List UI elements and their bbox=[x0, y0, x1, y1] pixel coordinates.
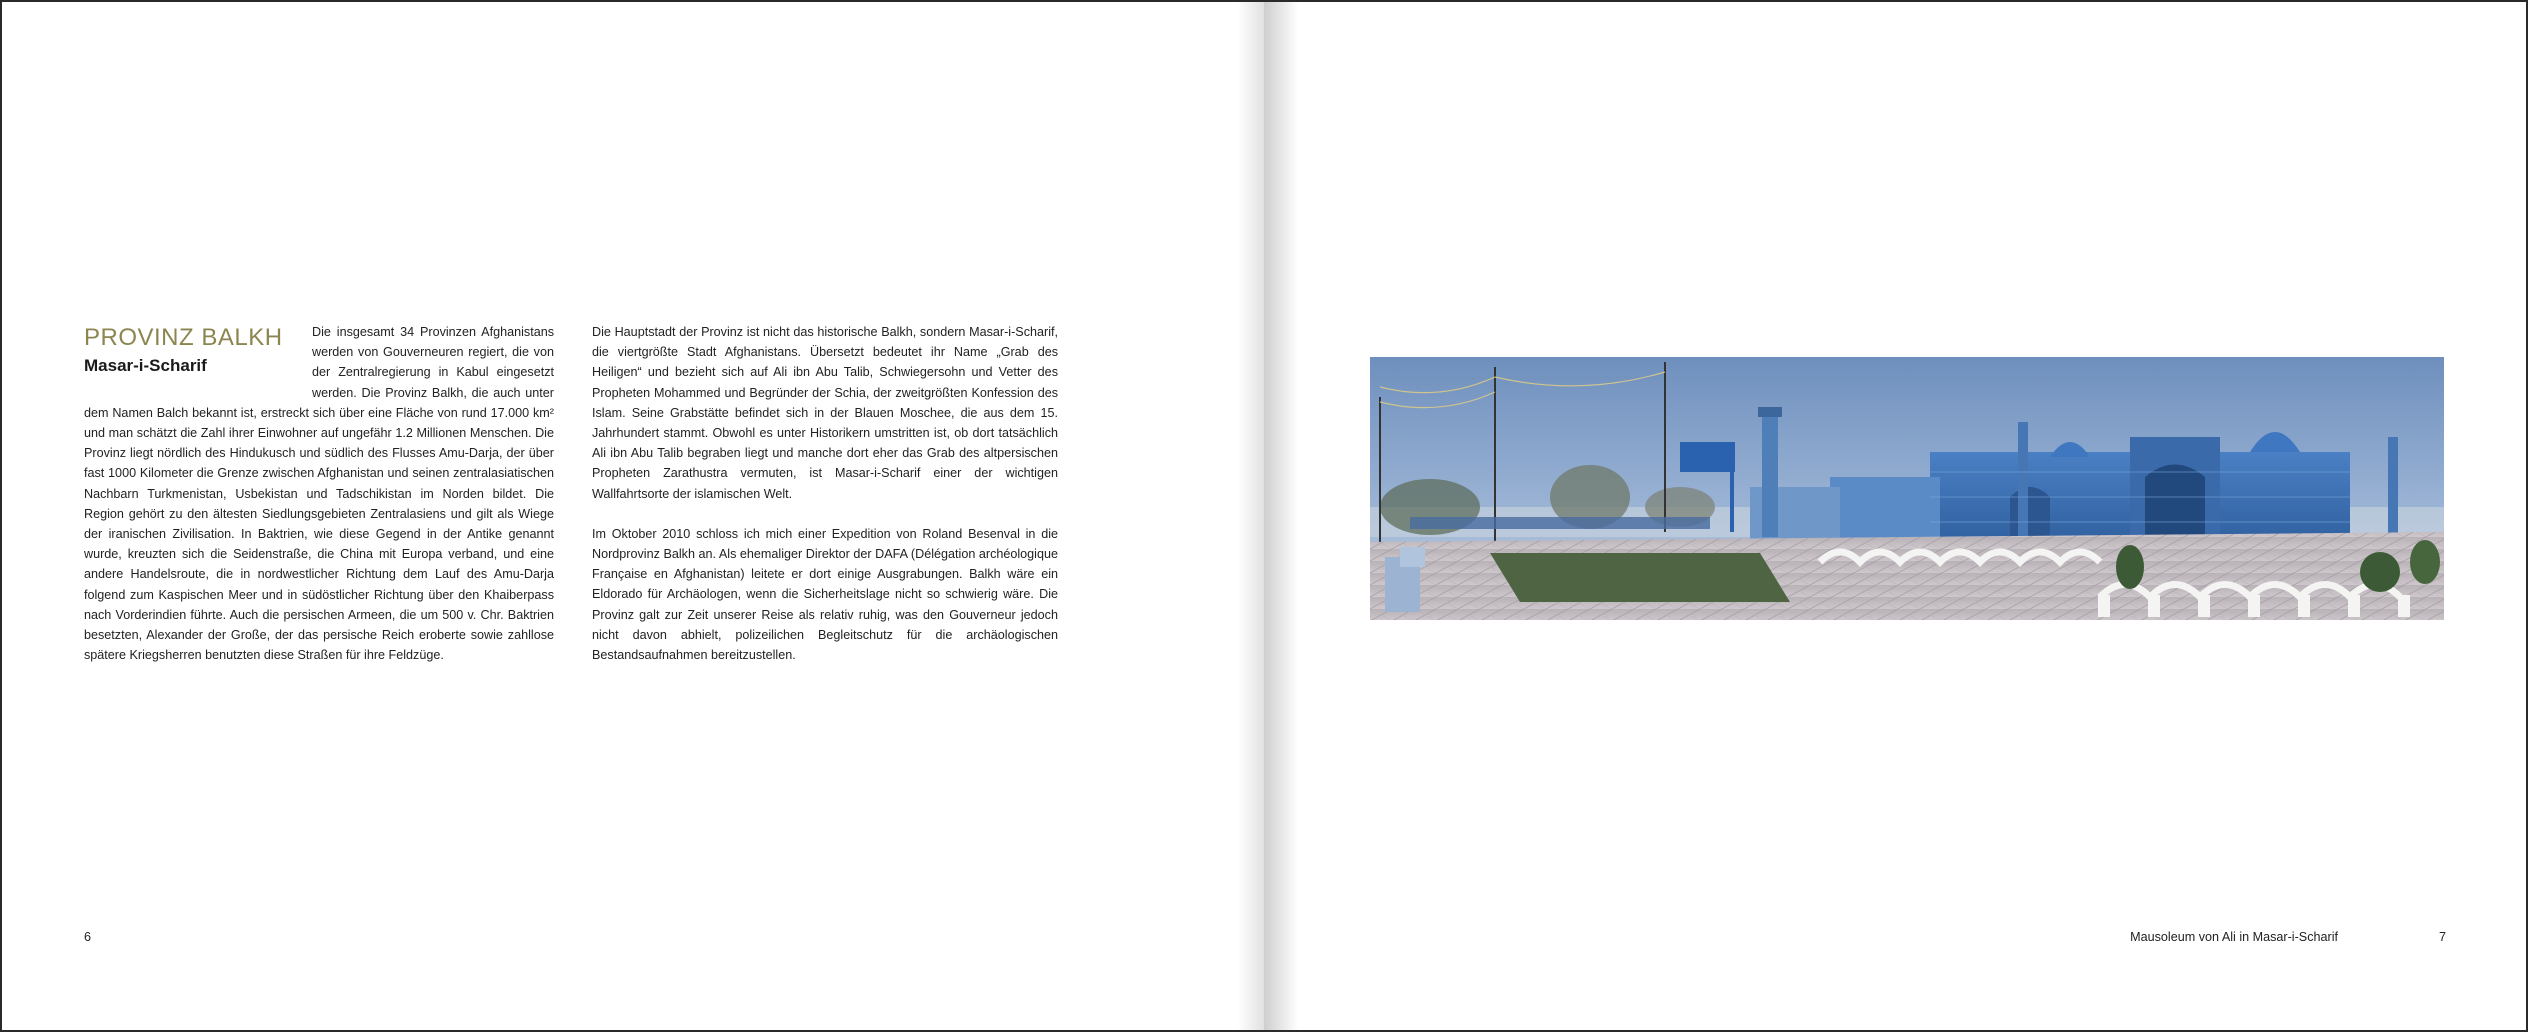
page-number-right: 7 bbox=[2438, 930, 2446, 944]
section-heading: PROVINZ BALKH bbox=[84, 324, 283, 351]
gutter-shadow-left bbox=[1238, 2, 1264, 1030]
text-column-1 bbox=[84, 322, 554, 665]
section-subheading: Masar-i-Scharif bbox=[84, 356, 207, 375]
mosque-panorama-photo bbox=[1370, 357, 2444, 620]
column2-paragraph-1: Die Hauptstadt der Provinz ist nicht das historische Balkh, sondern Masar-i-Scharif, die viertgrößte Stadt Afghanistans. Übersetzt bedeutet ihr Name „Grab des Heiligen“ und bezieht sich auf Ali ibn Abu Talib, Schwiegersohn und Vetter des Propheten Mohammed und Begründer der Schia, der zweitgrößten Konfession des Islam. Seine Grabstätte befindet sich in der Blauen Moschee, die aus dem 15. Jahrhundert stammt. Obwohl es unter Historikern umstritten ist, ob dort tatsächlich Ali ibn Abu Talib begraben liegt und manche dort eher das Grab des altpersischen Propheten Zarathustra vermuten, ist Masar-i-Scharif einer der wichtigen Wallfahrtsorte der islamischen Welt. bbox=[592, 325, 1058, 501]
right-page bbox=[1264, 2, 2526, 1030]
page-number-left: 6 bbox=[84, 930, 92, 944]
text-column-2 bbox=[592, 322, 1058, 685]
column2-paragraph-2: Im Oktober 2010 schloss ich mich einer Expedition von Roland Besenval in die Nordprovinz Balkh an. Als ehemaliger Direktor der DAFA (Délégation archéologique Française en Afghanistan) leitete er dort einige Ausgrabungen. Balkh wäre ein Eldorado für Archäologen, wenn die Sicherheitslage nicht so schwierig wäre. Die Provinz galt zur Zeit unserer Reise als relativ ruhig, was den Gouverneur jedoch nicht davon abhielt, polizeilichen Begleitschutz für die archäologischen Bestandsaufnahmen bereitzustellen. bbox=[592, 526, 1058, 663]
photo-caption: Mausoleum von Ali in Masar-i-Scharif bbox=[2130, 930, 2338, 944]
column1-paragraph: Die insgesamt 34 Provinzen Afghanistans werden von Gouverneuren regiert, die von der Zentralregierung in Kabul eingesetzt werden. Die Provinz Balkh, die auch unter dem Namen Balch bekannt ist, erstreckt sich über eine Fläche von rund 17.000 km² und man schätzt die Zahl ihrer Einwohner auf ungefähr 1.2 Millionen Menschen. Die Provinz liegt nördlich des Hindukusch und südlich des Flusses Amu-Darja, der über fast 1000 Kilometer die Grenze zwischen Afghanistan und seinen zentralasiatischen Nachbarn Turkmenistan, Usbekistan und Tadschikistan im Norden bildet. Die Region gehört zu den ältesten Siedlungsgebieten Zentralasiens und gilt als Wiege der iranischen Zivilisation. In Baktrien, wie diese Gegend in der Antike genannt wurde, kreuzten sich die Seidenstraße, die China mit Europa verband, und eine andere Handelsroute, die in nordwestlicher Richtung dem Lauf des Amu-Darja folgend zum Kaspischen Meer und in südöstlicher Richtung über den Khaiberpass nach Vorderindien führte. Auch die persischen Armeen, die um 500 v. Chr. Baktrien besetzten, Alexander der Große, der das persische Reich eroberte sowie zahllose spätere Kriegsherren benutzten diese Straßen für ihre Feldzüge. bbox=[84, 325, 554, 663]
gutter-shadow-right bbox=[1264, 2, 1298, 1030]
left-page bbox=[2, 2, 1264, 1030]
